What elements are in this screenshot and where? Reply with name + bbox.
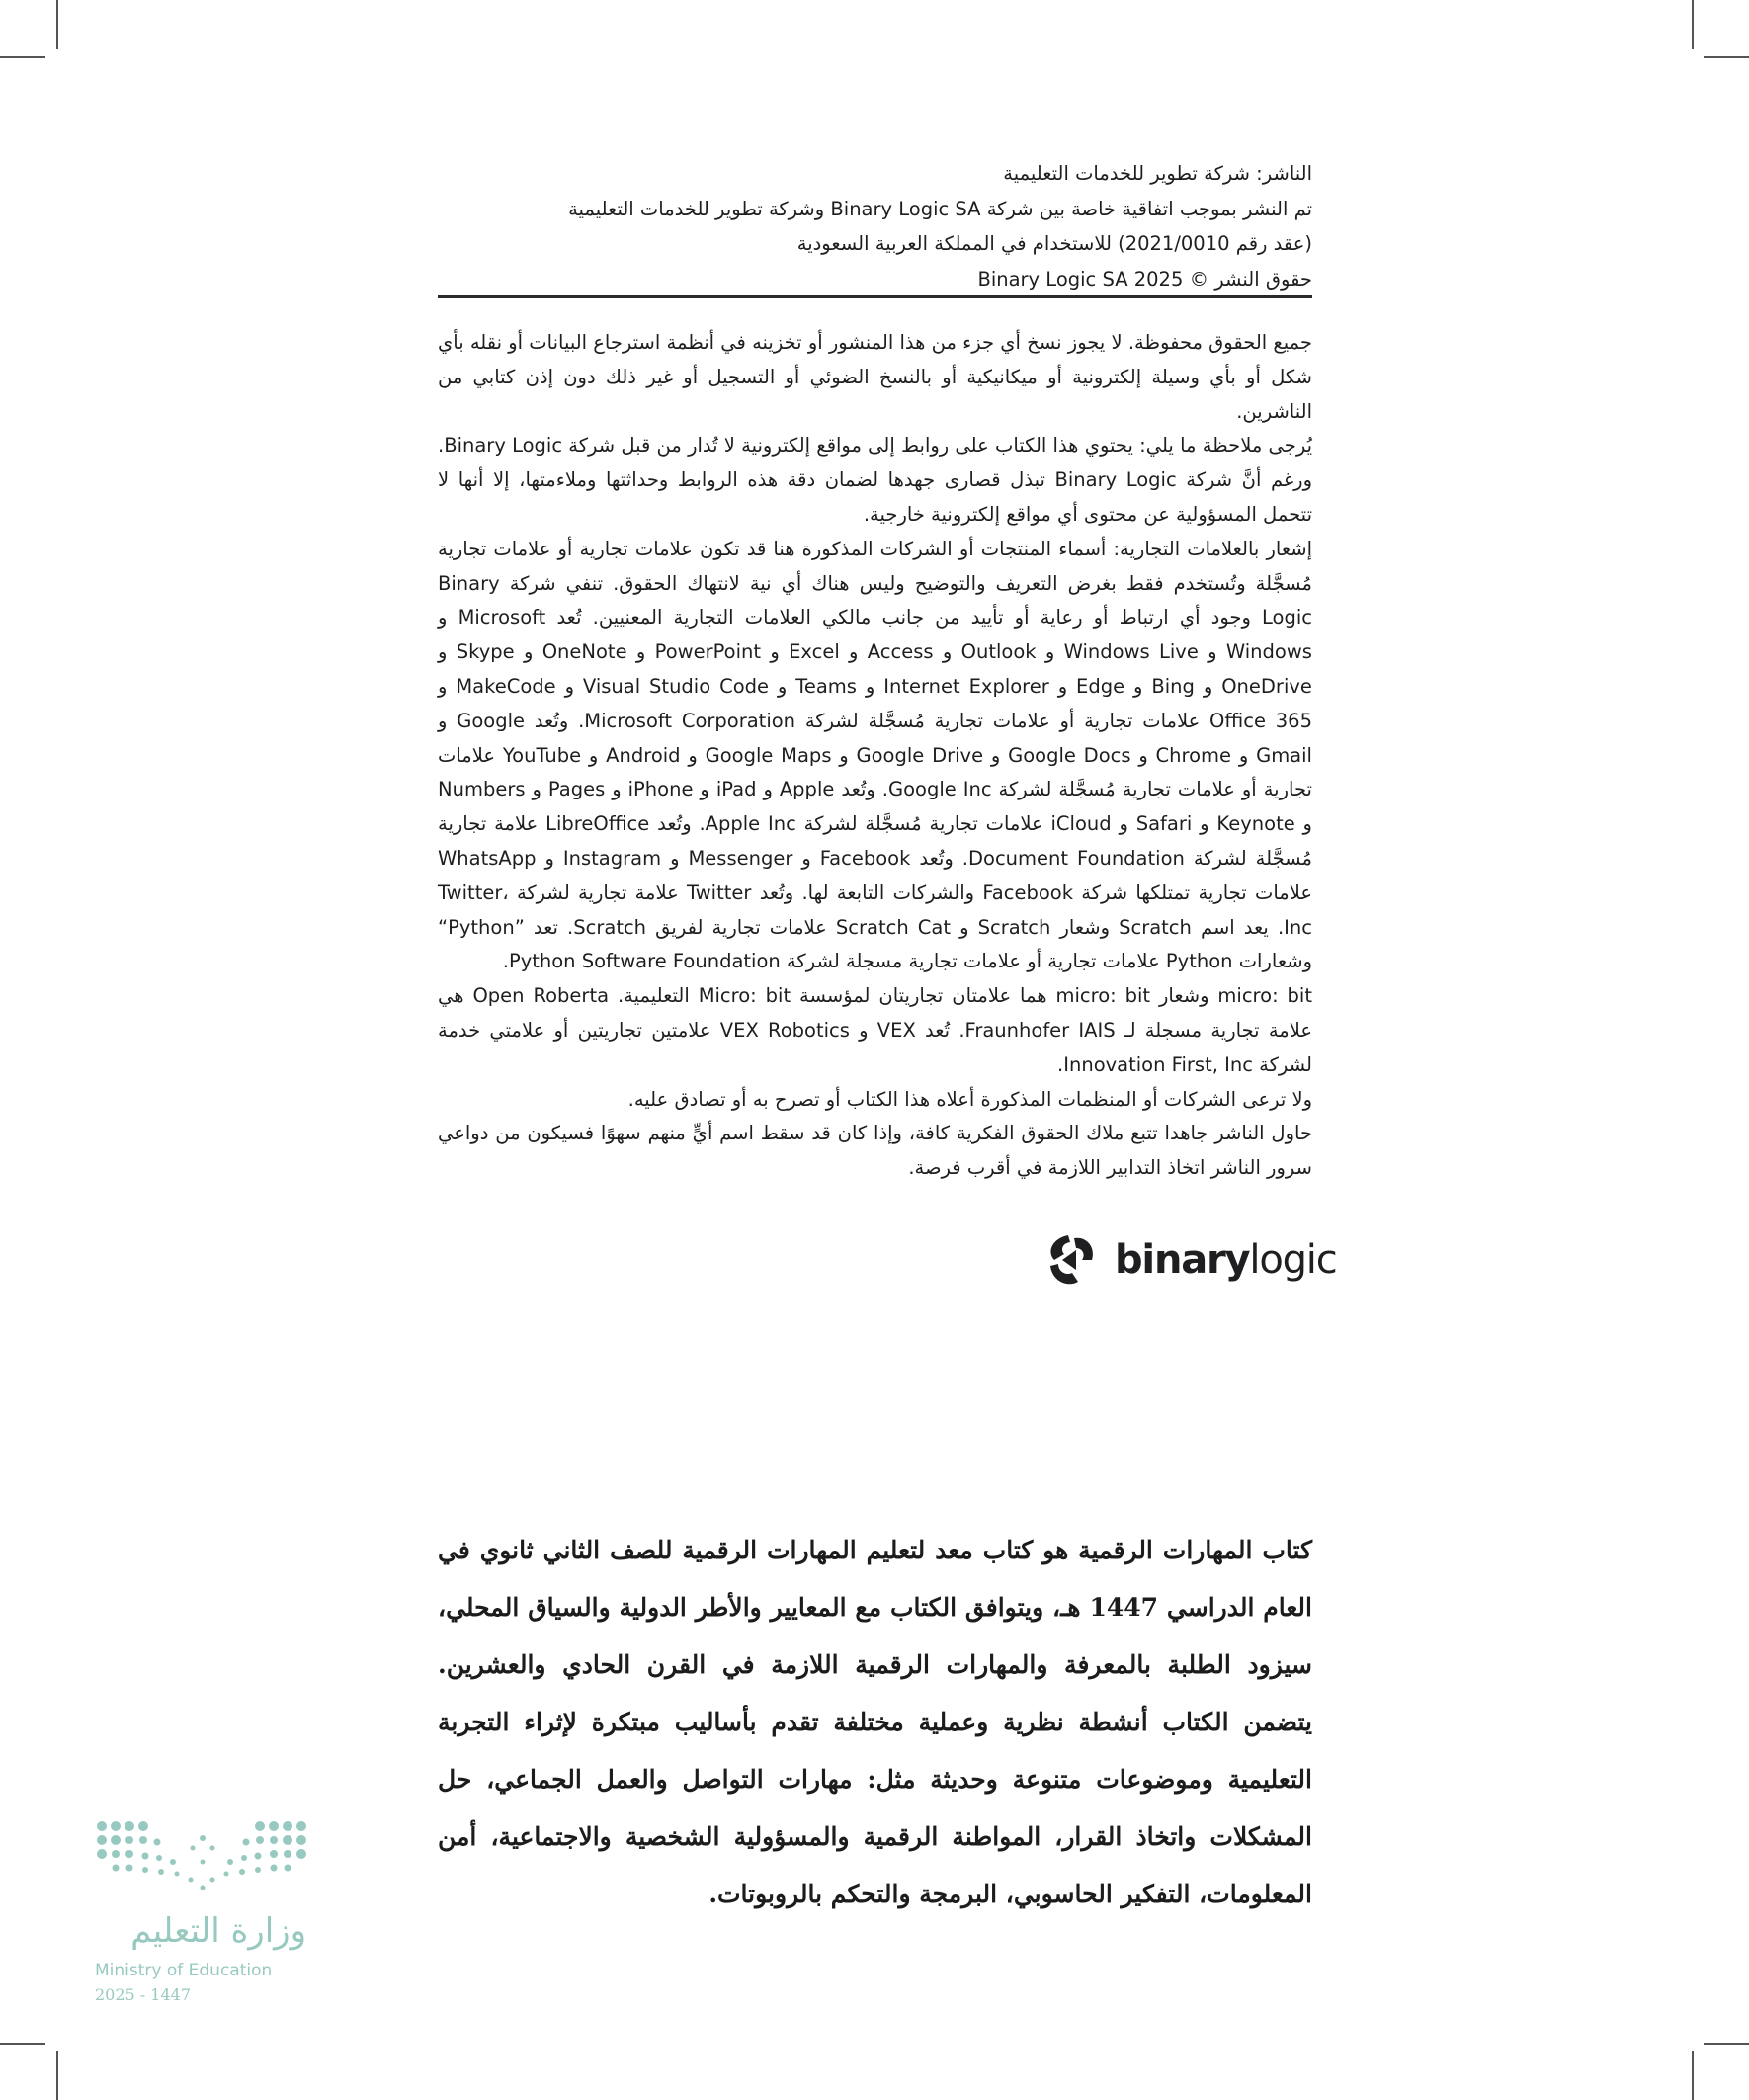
crop-mark xyxy=(1704,56,1749,58)
microbit-paragraph: micro: bit وشعار micro: bit هما علامتان تجاريتان لمؤسسة Micro: bit التعليمية. Open Roberta هي علامة تجارية مسجلة لـ Fraunhofer IAIS. تُعد VEX و VEX Robotics علامتين تجاريتين أو علامتي خدمة لشركة Innovation First, Inc. xyxy=(438,984,1313,1076)
ministry-years: 2025 - 1447 xyxy=(95,1985,192,2004)
crop-mark xyxy=(0,56,45,58)
crop-mark xyxy=(1704,2043,1749,2045)
legal-notice xyxy=(438,326,1312,1186)
crop-mark xyxy=(1692,2051,1694,2100)
binarylogic-wordmark xyxy=(1115,1235,1337,1285)
contract-line: (عقد رقم 2021/0010) للاستخدام في المملكة العربية السعودية xyxy=(796,232,1312,255)
brand-bold: binary xyxy=(1115,1237,1250,1283)
header-divider xyxy=(438,295,1312,298)
agreement-line: تم النشر بموجب اتفاقية خاصة بين شركة Binary Logic SA وشركة تطوير للخدمات التعليمية xyxy=(568,197,1312,220)
crop-mark xyxy=(56,0,58,49)
brand-light: logic xyxy=(1249,1237,1337,1283)
no-endorsement-paragraph: ولا ترعى الشركات أو المنظمات المذكورة أعلاه هذا الكتاب أو تصرح به أو تصادق عليه. xyxy=(627,1087,1312,1111)
crop-mark xyxy=(56,2051,58,2100)
ministry-arabic-name: وزارة التعليم xyxy=(130,1911,306,1951)
publisher-info xyxy=(438,156,1312,296)
rights-paragraph: جميع الحقوق محفوظة. لا يجوز نسخ أي جزء من هذا المنشور أو تخزينه في أنظمة استرجاع البيانات أو نقله بأي شكل أو بأي وسيلة إلكترونية أو ميكانيكية أو بالنسخ الضوئي أو التسجيل أو غير ذلك دون إذن كتابي من الناشرين. xyxy=(438,331,1312,423)
trademark-paragraph: إشعار بالعلامات التجارية: أسماء المنتجات أو الشركات المذكورة هنا قد تكون علامات تجارية أو علامات تجارية مُسجَّلة وتُستخدم فقط بغرض التعريف والتوضيح وليس هناك أي نية لانتهاك الحقوق. تنفي شركة Binary Logic وجود أي ارتباط أو رعاية أو تأييد من جانب مالكي العلامات التجارية المعنيين. تُعد Microsoft و Windows و Windows Live و Outlook و Access و Excel و PowerPoint و OneNote و Skype و OneDrive و Bing و Edge و Internet Explorer و Teams و Visual Studio Code و MakeCode و Office 365 علامات تجارية أو علامات تجارية مُسجَّلة لشركة Microsoft Corporation. وتُعد Google و Gmail و Chrome و Google Docs و Google Drive و Google Maps و Android و YouTube علامات تجارية أو علامات تجارية مُسجَّلة لشركة Google Inc. وتُعد Apple و iPad و iPhone و Pages و Numbers و Keynote و Safari و iCloud علامات تجارية مُسجَّلة لشركة Apple Inc. وتُعد LibreOffice علامة تجارية مُسجَّلة لشركة Document Foundation. وتُعد Facebook و Messenger و Instagram و WhatsApp علامات تجارية تمتلكها شركة Facebook والشركات التابعة لها. وتُعد Twitter علامة تجارية لشركة Twitter، Inc. يعد اسم Scratch وشعار Scratch و Scratch Cat علامات تجارية لفريق Scratch. تعد ”Python“ وشعارات Python علامات تجارية أو علامات تجارية مسجلة لشركة Python Software Foundation. xyxy=(438,537,1312,973)
crop-mark xyxy=(0,2043,45,2045)
ministry-english-name: Ministry of Education xyxy=(95,1961,273,1980)
crop-mark xyxy=(1692,0,1694,49)
book-description xyxy=(438,1522,1312,1923)
publisher-line: الناشر: شركة تطوير للخدمات التعليمية xyxy=(1003,162,1312,185)
copyright-line: حقوق النشر © Binary Logic SA 2025 xyxy=(977,267,1312,291)
links-note-paragraph: يُرجى ملاحظة ما يلي: يحتوي هذا الكتاب على روابط إلى مواقع إلكترونية لا تُدار من قبل شركة Binary Logic. ورغم أنَّ شركة Binary Logic تبذل قصارى جهدها لضمان دقة هذه الروابط وحداثتها وملاءمتها، إلا أنها لا تتحمل المسؤولية عن محتوى أي مواقع إلكترونية خارجية. xyxy=(438,434,1313,526)
rights-owners-paragraph: حاول الناشر جاهدا تتبع ملاك الحقوق الفكرية كافة، وإذا كان قد سقط اسم أيٍّ منهم سهوًا فسيكون من دواعي سرور الناشر اتخاذ التدابير اللازمة في أقرب فرصة. xyxy=(438,1122,1312,1180)
description-text: كتاب المهارات الرقمية هو كتاب معد لتعليم المهارات الرقمية للصف الثاني ثانوي في العام الدراسي 1447 هـ، ويتوافق الكتاب مع المعايير والأطر الدولية والسياق المحلي، سيزود الطلبة بالمعرفة والمهارات الرقمية اللازمة في القرن الحادي والعشرين. يتضمن الكتاب أنشطة نظرية وعملية مختلفة تقدم بأساليب مبتكرة لإثراء التجربة التعليمية وموضوعات متنوعة وحديثة مثل: مهارات التواصل والعمل الجماعي، حل المشكلات واتخاذ القرار، المواطنة الرقمية والمسؤولية الشخصية والاجتماعية، أمن المعلومات، التفكير الحاسوبي، البرمجة والتحكم بالروبوتات. xyxy=(438,1536,1312,1908)
